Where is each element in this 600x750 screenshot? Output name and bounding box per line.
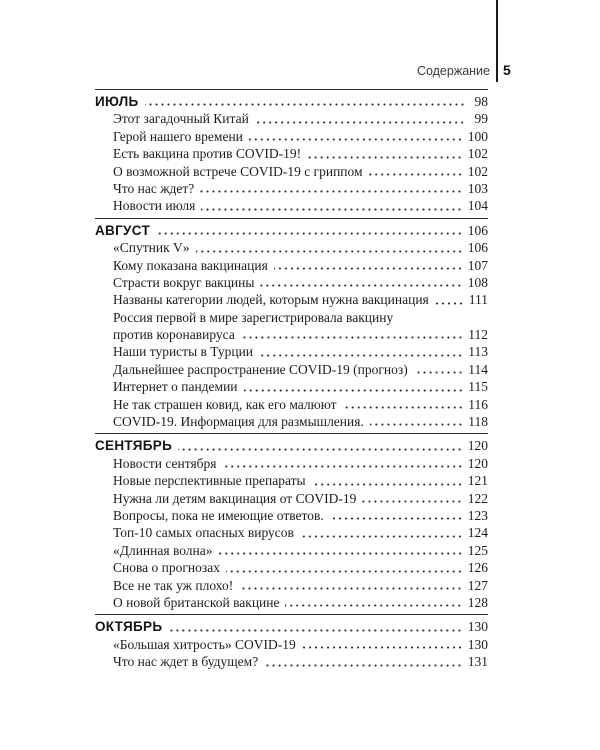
running-head-title: Содержание: [416, 64, 490, 78]
entry-page-number: 107: [467, 257, 488, 273]
toc-entry-line-1: [95, 309, 488, 326]
dot-leader: [369, 163, 463, 180]
dot-leader: [201, 197, 462, 214]
toc-section-heading: [95, 222, 488, 239]
entry-title: Не так страшен ковид, как его малюют: [113, 396, 337, 412]
dot-leader: [414, 361, 464, 378]
dot-leader: [156, 222, 463, 239]
toc-entry: [95, 110, 488, 127]
entry-page-number: 125: [467, 542, 488, 558]
section-heading-title: ИЮЛЬ: [95, 94, 139, 109]
dot-leader: [255, 110, 465, 127]
dot-leader: [178, 437, 463, 454]
entry-page-number: 122: [467, 490, 488, 506]
dot-leader: [223, 455, 463, 472]
dot-leader: [196, 239, 463, 256]
dot-leader: [219, 542, 463, 559]
dot-leader: [362, 490, 462, 507]
toc-entry: [95, 128, 488, 145]
entry-title: Нужна ли детям вакцинация от COVID-19: [113, 490, 357, 506]
section-heading-title: СЕНТЯБРЬ: [95, 438, 173, 454]
toc-entry-two-line: [95, 309, 488, 344]
entry-title: Топ-10 самых опасных вирусов: [113, 525, 294, 541]
header-vertical-rule: [496, 0, 498, 82]
entry-page-number: 118: [468, 414, 488, 430]
entry-page-number: 99: [474, 111, 488, 127]
toc-entry: [95, 577, 488, 594]
toc-section-heading: [95, 437, 488, 454]
entry-title: «Большая хитрость» COVID-19: [113, 636, 296, 652]
toc-entry: [95, 291, 488, 308]
entry-title: Снова о прогнозах: [113, 560, 220, 576]
toc-section-july: [95, 89, 488, 218]
entry-title: Страсти вокруг вакцины: [113, 274, 255, 290]
entry-page-number: 131: [467, 654, 488, 670]
entry-title: Есть вакцина против COVID-19!: [113, 146, 302, 162]
toc-entry: [95, 490, 488, 507]
entry-title: Все не так уж плохо!: [113, 577, 234, 593]
dot-leader: [226, 559, 463, 576]
entry-page-number: 106: [467, 240, 488, 256]
section-heading-title: АВГУСТ: [95, 222, 151, 238]
toc-entry: [95, 594, 488, 611]
dot-leader: [307, 145, 463, 162]
toc-entry: [95, 257, 488, 274]
toc-entry: [95, 145, 488, 162]
toc-entry: [95, 378, 488, 395]
entry-page-number: 128: [467, 594, 488, 610]
entry-title: Россия первой в мире зарегистрировала вакцину: [113, 309, 394, 325]
entry-title: COVID-19. Информация для размышления.: [113, 414, 364, 430]
toc-entry: [95, 542, 488, 559]
entry-page-number: 126: [467, 560, 488, 576]
section-heading-title: ОКТЯБРЬ: [95, 619, 163, 635]
dot-leader: [260, 274, 462, 291]
toc-section-heading: [95, 618, 488, 635]
entry-page-number: 112: [468, 327, 488, 343]
entry-title: Названы категории людей, которым нужна вакцинация: [113, 292, 429, 308]
dot-leader: [343, 396, 464, 413]
entry-title: Дальнейшее распространение COVID-19 (прогноз): [113, 361, 408, 377]
dot-leader: [264, 653, 463, 670]
dot-leader: [285, 594, 462, 611]
toc-section-september: [95, 433, 488, 614]
dot-leader: [302, 636, 463, 653]
toc-section-october: [95, 614, 488, 673]
toc-entry: [95, 239, 488, 256]
toc-section-heading: [95, 93, 488, 110]
dot-leader: [300, 524, 463, 541]
dot-leader: [330, 507, 463, 524]
dot-leader: [312, 472, 463, 489]
entry-page-number: 111: [468, 292, 488, 308]
entry-title: О возможной встрече COVID-19 с гриппом: [113, 163, 363, 179]
dot-leader: [244, 378, 464, 395]
toc-entry: [95, 472, 488, 489]
entry-page-number: 127: [467, 577, 488, 593]
toc-entry: [95, 559, 488, 576]
entry-title: «Спутник V»: [113, 240, 190, 256]
entry-page-number: 124: [467, 525, 488, 541]
entry-title: Новости июля: [113, 198, 196, 214]
dot-leader: [274, 257, 463, 274]
toc-entry: [95, 396, 488, 413]
entry-page-number: 121: [467, 473, 488, 489]
toc-entry-line-2: [95, 326, 488, 343]
dot-leader: [435, 291, 464, 308]
entry-title: Интернет о пандемии: [113, 379, 238, 395]
entry-page-number: 100: [467, 128, 488, 144]
section-page-number: 98: [474, 94, 488, 109]
dot-leader: [259, 343, 463, 360]
entry-title: Новые перспективные препараты: [113, 473, 306, 489]
toc-entry: [95, 163, 488, 180]
toc-entry: [95, 455, 488, 472]
entry-page-number: 113: [468, 344, 488, 360]
dot-leader: [145, 93, 466, 110]
toc-entry: [95, 413, 488, 430]
entry-title: Кому показана вакцинация: [113, 257, 268, 273]
entry-page-number: 116: [468, 396, 488, 412]
entry-title: Что нас ждет в будущем?: [113, 654, 259, 670]
toc-section-august: [95, 218, 488, 434]
toc-entry: [95, 361, 488, 378]
entry-title: «Длинная волна»: [113, 542, 213, 558]
entry-title: Герой нашего времени: [113, 128, 243, 144]
page-number: 5: [503, 62, 511, 78]
entry-page-number: 114: [468, 361, 488, 377]
dot-leader: [370, 413, 463, 430]
toc-entry: [95, 274, 488, 291]
entry-page-number: 115: [468, 379, 488, 395]
dot-leader: [249, 128, 463, 145]
toc-entry: [95, 653, 488, 670]
entry-page-number: 123: [467, 507, 488, 523]
entry-page-number: 120: [467, 455, 488, 471]
section-page-number: 120: [467, 438, 488, 454]
dot-leader: [168, 618, 462, 635]
entry-title: Новости сентября: [113, 455, 217, 471]
section-page-number: 130: [467, 619, 488, 635]
entry-page-number: 102: [467, 163, 488, 179]
entry-page-number: 104: [467, 198, 488, 214]
entry-page-number: 103: [467, 180, 488, 196]
entry-title-continuation: против коронавируса: [113, 327, 235, 343]
entry-title: Этот загадочный Китай: [113, 111, 249, 127]
entry-page-number: 130: [467, 636, 488, 652]
table-of-contents: [95, 89, 488, 674]
section-page-number: 106: [467, 222, 488, 238]
entry-page-number: 108: [467, 274, 488, 290]
toc-entry: [95, 524, 488, 541]
toc-entry: [95, 180, 488, 197]
dot-leader: [241, 326, 463, 343]
toc-entry: [95, 636, 488, 653]
entry-title: О новой британской вакцине: [113, 594, 280, 610]
dot-leader: [200, 180, 462, 197]
toc-entry: [95, 507, 488, 524]
entry-title: Вопросы, пока не имеющие ответов.: [113, 507, 324, 523]
toc-entry: [95, 197, 488, 214]
dot-leader: [239, 577, 463, 594]
entry-title: Что нас ждет?: [113, 180, 195, 196]
entry-page-number: 102: [467, 146, 488, 162]
toc-entry: [95, 343, 488, 360]
entry-title: Наши туристы в Турции: [113, 344, 254, 360]
